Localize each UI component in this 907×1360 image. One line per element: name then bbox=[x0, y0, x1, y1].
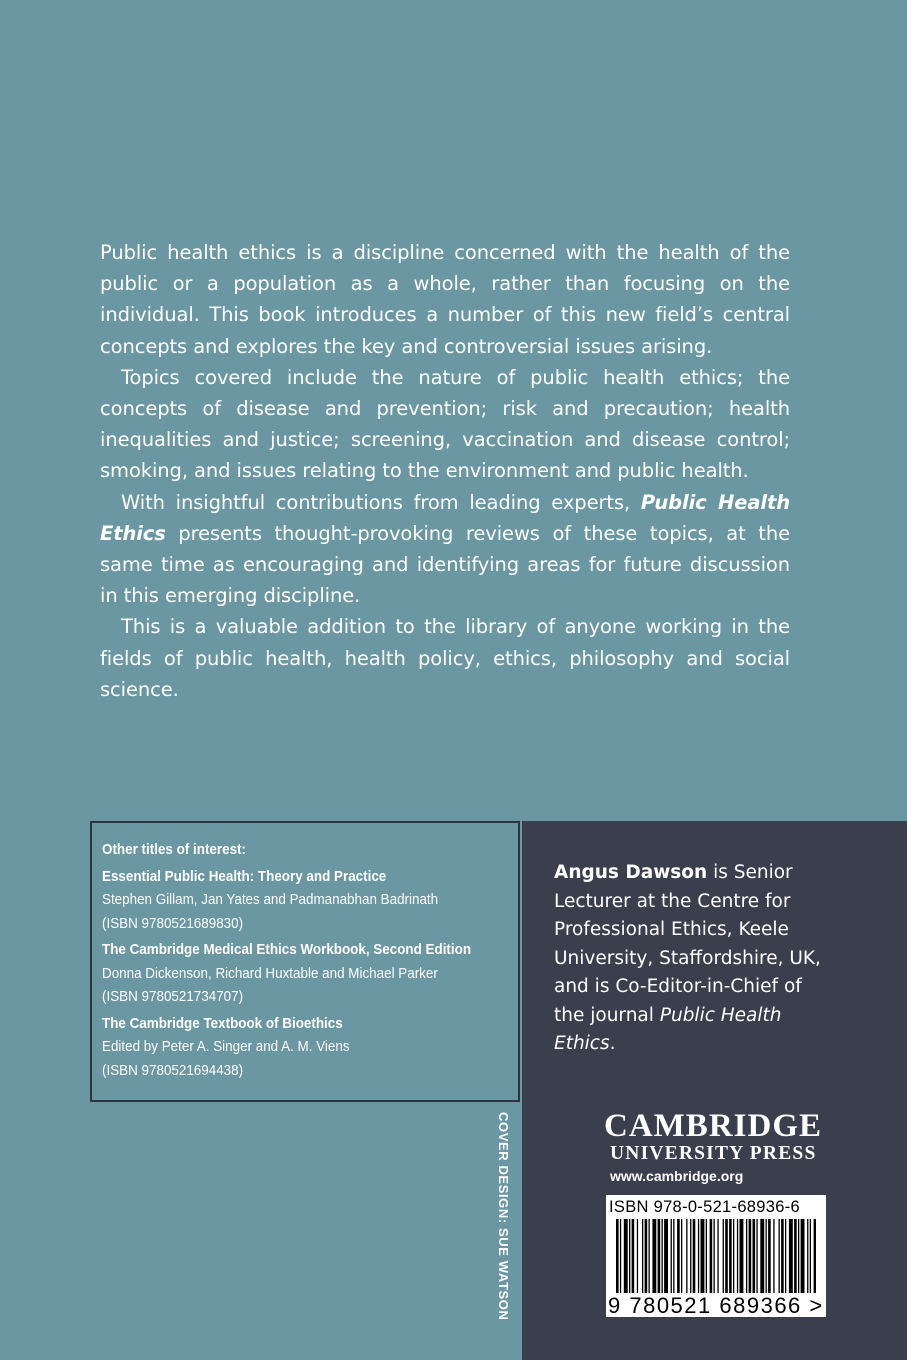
barcode-bar bbox=[673, 1219, 674, 1293]
other-title-isbn: (ISBN 9780521734707) bbox=[102, 989, 244, 1005]
barcode-bar bbox=[779, 1219, 780, 1293]
other-title-name: Essential Public Health: Theory and Practice bbox=[102, 868, 387, 885]
blurb-paragraph-2: Topics covered include the nature of public health ethics; the concepts of disease and prevention; risk and precaution; health inequalities and justice; screening, vaccination and disease control; smoking, and issues relating to the environment and public health. bbox=[100, 365, 790, 483]
blurb-book-title: Public Health Ethics bbox=[100, 490, 790, 545]
cover-design-credit: COVER DESIGN: SUE WATSON bbox=[496, 1112, 511, 1321]
barcode-bar bbox=[620, 1219, 621, 1293]
barcode-bar bbox=[810, 1219, 811, 1293]
barcode-bar bbox=[652, 1219, 656, 1293]
barcode-bar bbox=[629, 1219, 630, 1293]
barcode-bar bbox=[766, 1219, 767, 1293]
other-title-item bbox=[102, 939, 485, 1010]
barcode-bar bbox=[616, 1219, 619, 1293]
barcode-bar bbox=[746, 1219, 747, 1293]
publisher-subname: UNIVERSITY PRESS bbox=[610, 1143, 817, 1164]
barcode-bar bbox=[785, 1219, 786, 1293]
publisher-url: www.cambridge.org bbox=[610, 1168, 744, 1184]
barcode-bar bbox=[624, 1219, 628, 1293]
barcode-bar bbox=[801, 1219, 805, 1293]
barcode-bar bbox=[693, 1219, 696, 1293]
blurb-paragraph-1: Public health ethics is a discipline concerned with the health of the public or a population as a whole, rather than focusing on the individual. This book introduces a number of this new field’s central concepts and explores the key and controversial issues arising. bbox=[100, 241, 790, 358]
author-bio-text: is Senior Lecturer at the Centre for Professional Ethics, Keele University, Staffordshire, UK, and is Co-Editor-in-Chief of the journal bbox=[554, 862, 821, 1026]
barcode-bar bbox=[768, 1219, 771, 1293]
barcode-bar bbox=[714, 1219, 715, 1293]
other-titles-box bbox=[90, 821, 520, 1102]
barcode-bar bbox=[760, 1219, 764, 1293]
barcode-bar bbox=[753, 1219, 756, 1293]
blurb-paragraph-4: This is a valuable addition to the library of anyone working in the fields of public health, health policy, ethics, philosophy and social science. bbox=[100, 615, 790, 701]
barcode-bar bbox=[662, 1219, 663, 1293]
barcode-bar bbox=[664, 1219, 668, 1293]
other-title-item bbox=[102, 866, 485, 937]
barcode-bar bbox=[756, 1219, 757, 1293]
blurb-p3-after: presents thought-provoking reviews of these topics, at the same time as encouraging and identifying areas for future discussion in this emerging discipline. bbox=[100, 521, 790, 608]
barcode-bar bbox=[773, 1219, 774, 1293]
barcode-bar bbox=[645, 1219, 648, 1293]
barcode-bar bbox=[658, 1219, 661, 1293]
back-cover-blurb bbox=[100, 237, 790, 705]
other-title-isbn: (ISBN 9780521694438) bbox=[102, 1062, 244, 1079]
publisher-name: CAMBRIDGE bbox=[604, 1108, 823, 1144]
isbn-label: ISBN 978-0-521-68936-6 bbox=[609, 1198, 800, 1216]
other-title-authors: Donna Dickenson, Richard Huxtable and Michael Parker bbox=[102, 965, 438, 982]
barcode-bar bbox=[729, 1219, 732, 1293]
barcode-bar bbox=[632, 1219, 635, 1293]
barcode-bar bbox=[637, 1219, 638, 1293]
other-title-authors: Edited by Peter A. Singer and A. M. Viens bbox=[102, 1039, 350, 1055]
barcode-bar bbox=[642, 1219, 643, 1293]
barcode-bar bbox=[807, 1219, 808, 1293]
blurb-p3-before: With insightful contributions from leading experts, bbox=[121, 490, 631, 514]
author-bio-end: . bbox=[609, 1033, 616, 1054]
barcode-bar bbox=[798, 1219, 799, 1293]
barcode-bar bbox=[706, 1219, 707, 1293]
barcode-bar bbox=[737, 1219, 738, 1293]
other-title-isbn: (ISBN 9780521689830) bbox=[102, 915, 244, 932]
barcode-bar bbox=[686, 1219, 687, 1293]
barcode-digits: 9 780521 689366 > bbox=[608, 1293, 824, 1318]
barcode-bar bbox=[725, 1219, 728, 1293]
other-title-name: The Cambridge Textbook of Bioethics bbox=[102, 1015, 343, 1032]
barcode-bar bbox=[671, 1219, 672, 1293]
barcode-bar bbox=[710, 1219, 713, 1293]
barcode-bars-icon bbox=[616, 1219, 816, 1293]
author-publisher-panel bbox=[522, 821, 907, 1360]
barcode-bar bbox=[781, 1219, 784, 1293]
barcode-bar bbox=[677, 1219, 680, 1293]
other-title-item bbox=[102, 1013, 485, 1084]
barcode-bar bbox=[814, 1219, 816, 1293]
author-bio bbox=[554, 859, 824, 1059]
barcode-bar bbox=[690, 1219, 691, 1293]
barcode-bar bbox=[649, 1219, 650, 1293]
journal-title: Public Health Ethics bbox=[554, 1004, 782, 1054]
barcode-bar bbox=[740, 1219, 744, 1293]
publisher-logo bbox=[604, 1109, 834, 1184]
barcode-bar bbox=[723, 1219, 724, 1293]
barcode-bar bbox=[789, 1219, 793, 1293]
other-title-name: The Cambridge Medical Ethics Workbook, Second Edition bbox=[102, 942, 472, 958]
barcode-bar bbox=[698, 1219, 699, 1293]
author-name: Angus Dawson bbox=[554, 862, 708, 883]
blurb-paragraph-3 bbox=[100, 487, 790, 612]
barcode-bar bbox=[749, 1219, 752, 1293]
barcode-bar bbox=[733, 1219, 734, 1293]
barcode-bar bbox=[701, 1219, 705, 1293]
barcode-bar bbox=[717, 1219, 718, 1293]
barcode-bar bbox=[794, 1219, 797, 1293]
isbn-barcode bbox=[606, 1195, 826, 1317]
other-title-authors: Stephen Gillam, Jan Yates and Padmanabhan Badrinath bbox=[102, 892, 439, 908]
other-titles-heading: Other titles of interest: bbox=[102, 842, 246, 858]
barcode-bar bbox=[681, 1219, 682, 1293]
